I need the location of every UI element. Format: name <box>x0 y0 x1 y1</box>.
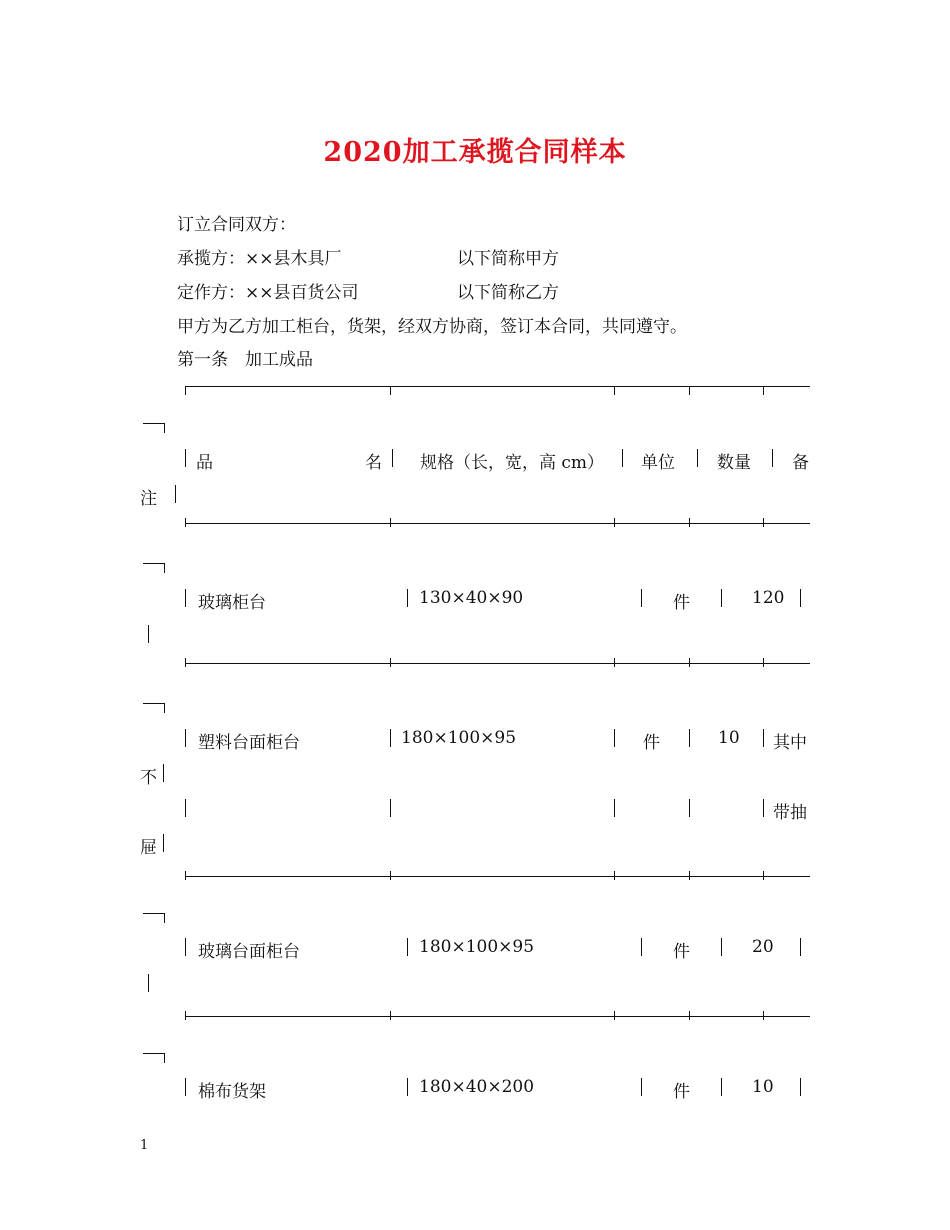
cell-divider <box>407 938 408 956</box>
border-tick <box>763 386 764 395</box>
row-item-note-part3: 带抽 <box>773 803 807 823</box>
border-wrap-stub <box>143 703 164 704</box>
cell-divider <box>185 589 186 607</box>
contractor-line <box>177 244 559 269</box>
cell-divider <box>185 799 186 817</box>
border-tick <box>185 871 186 880</box>
cell-divider <box>185 1078 186 1096</box>
cell-divider <box>185 938 186 956</box>
client-ref: 以下简称乙方 <box>457 283 559 303</box>
border-wrap-stub <box>143 423 164 424</box>
cell-divider <box>689 729 690 747</box>
cell-divider <box>800 938 801 956</box>
border-tick <box>614 658 615 667</box>
row-item-qty: 10 <box>718 728 740 748</box>
cell-divider <box>721 1078 722 1096</box>
border-tick <box>390 518 391 527</box>
cell-divider <box>697 449 698 467</box>
row-separator <box>185 663 810 664</box>
table-top-border <box>185 386 810 387</box>
cell-divider <box>175 485 176 503</box>
border-tick <box>614 871 615 880</box>
cell-divider <box>763 729 764 747</box>
row-item-name: 棉布货架 <box>198 1082 266 1102</box>
border-tick <box>614 518 615 527</box>
row-item-note-part1: 其中 <box>773 733 807 753</box>
cell-divider <box>763 799 764 817</box>
cell-divider <box>721 938 722 956</box>
cell-divider <box>622 449 623 467</box>
border-tick <box>689 871 690 880</box>
row-item-spec: 180×40×200 <box>419 1077 535 1097</box>
row-item-unit: 件 <box>673 942 690 962</box>
border-tick <box>614 386 615 395</box>
row-item-spec: 130×40×90 <box>419 588 524 608</box>
intro-parties-heading: 订立合同双方： <box>177 215 296 235</box>
contractor-ref: 以下简称甲方 <box>457 249 559 269</box>
header-note-part2: 注 <box>140 489 157 509</box>
border-tick <box>689 386 690 395</box>
border-tick <box>689 518 690 527</box>
cell-divider <box>641 1078 642 1096</box>
cell-divider <box>800 589 801 607</box>
border-tick <box>689 1011 690 1020</box>
row-item-unit: 件 <box>643 733 660 753</box>
row-item-qty: 20 <box>752 937 774 957</box>
cell-divider <box>689 799 690 817</box>
border-tick <box>390 871 391 880</box>
row-item-qty: 10 <box>752 1077 774 1097</box>
cell-divider <box>185 449 186 467</box>
border-tick <box>763 871 764 880</box>
document-title: 2020加工承揽合同样本 <box>323 137 627 168</box>
contractor-label: 承揽方：××县木具厂 <box>177 249 342 269</box>
header-name-part2: 名 <box>365 453 382 473</box>
cell-divider <box>800 1078 801 1096</box>
page-number: 1 <box>140 1138 149 1153</box>
row-item-name: 塑料台面柜台 <box>198 733 300 753</box>
cell-divider <box>392 449 393 467</box>
cell-divider <box>390 729 391 747</box>
cell-divider <box>614 729 615 747</box>
border-tick <box>763 658 764 667</box>
cell-divider <box>407 589 408 607</box>
border-tick <box>763 1011 764 1020</box>
border-tick <box>689 658 690 667</box>
border-tick <box>763 518 764 527</box>
cell-divider <box>641 589 642 607</box>
cell-divider <box>721 589 722 607</box>
row-item-unit: 件 <box>673 593 690 613</box>
border-tick <box>185 386 186 395</box>
header-spec: 规格（长，宽，高 cm） <box>420 453 605 473</box>
header-unit: 单位 <box>641 453 675 473</box>
cell-divider <box>163 834 164 852</box>
contract-statement: 甲方为乙方加工柜台，货架，经双方协商，签订本合同，共同遵守。 <box>177 317 687 337</box>
border-wrap-stub <box>143 563 164 564</box>
row-item-name: 玻璃台面柜台 <box>198 942 300 962</box>
cell-divider <box>163 764 164 782</box>
cell-divider <box>614 799 615 817</box>
border-wrap-stub <box>143 913 164 914</box>
border-tick <box>185 658 186 667</box>
row-item-note-part4: 屉 <box>140 838 157 858</box>
cell-divider <box>185 729 186 747</box>
row-separator <box>185 523 810 524</box>
article-1-heading: 第一条 加工成品 <box>177 350 313 370</box>
border-tick <box>185 1011 186 1020</box>
row-separator <box>185 1016 810 1017</box>
row-item-spec: 180×100×95 <box>401 728 517 748</box>
border-wrap-stub <box>143 1053 164 1054</box>
cell-divider <box>148 625 149 643</box>
border-tick <box>614 1011 615 1020</box>
cell-divider <box>772 449 773 467</box>
header-name-part1: 品 <box>196 453 213 473</box>
cell-divider <box>390 799 391 817</box>
cell-divider <box>641 938 642 956</box>
header-note-part1: 备 <box>792 453 809 473</box>
row-item-name: 玻璃柜台 <box>198 593 266 613</box>
header-qty: 数量 <box>717 453 751 473</box>
row-item-qty: 120 <box>752 588 785 608</box>
client-label: 定作方：××县百货公司 <box>177 283 359 303</box>
row-item-note-part2: 不 <box>140 768 157 788</box>
cell-divider <box>148 974 149 992</box>
cell-divider <box>407 1078 408 1096</box>
row-item-unit: 件 <box>673 1082 690 1102</box>
row-item-spec: 180×100×95 <box>419 937 535 957</box>
border-tick <box>390 658 391 667</box>
row-separator <box>185 876 810 877</box>
client-line <box>177 278 559 303</box>
border-tick <box>390 1011 391 1020</box>
border-tick <box>390 386 391 395</box>
border-tick <box>185 518 186 527</box>
